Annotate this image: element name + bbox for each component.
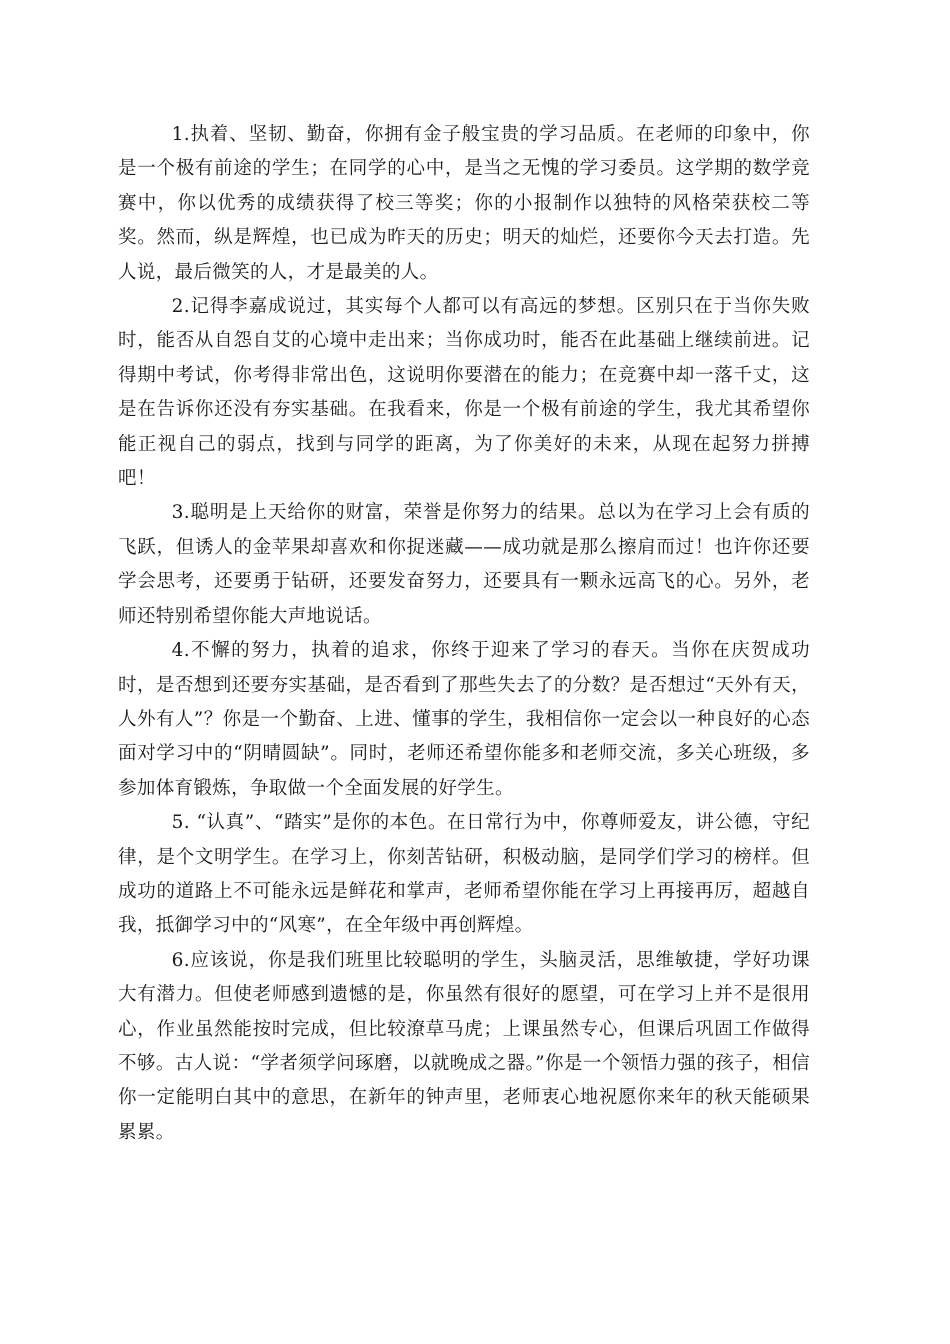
comment-paragraph-1: 1.执着、坚韧、勤奋，你拥有金子般宝贵的学习品质。在老师的印象中，你是一个极有前途的学生；在同学的心中，是当之无愧的学习委员。这学期的数学竞赛中，你以优秀的成绩获得了校三等奖；你的小报制作以独特的风格荣获校二等奖。然而，纵是辉煌，也已成为昨天的历史；明天的灿烂，还要你今天去打造。先人说，最后微笑的人，才是最美的人。 (118, 124, 810, 283)
comment-paragraph-2: 2.记得李嘉成说过，其实每个人都可以有高远的梦想。区别只在于当你失败时，能否从自怨自艾的心境中走出来；当你成功时，能否在此基础上继续前进。记得期中考试，你考得非常出色，这说明你要潜在的能力；在竞赛中却一落千丈，这是在告诉你还没有夯实基础。在我看来，你是一个极有前途的学生，我尤其希望你能正视自己的弱点，找到与同学的距离，为了你美好的未来，从现在起努力拼搏吧！ (118, 296, 810, 490)
comment-paragraph-6: 6.应该说，你是我们班里比较聪明的学生，头脑灵活，思维敏捷，学好功课大有潜力。但使老师感到遗憾的是，你虽然有很好的愿望，可在学习上并不是很用心，作业虽然能按时完成，但比较潦草马虎；上课虽然专心，但课后巩固工作做得不够。古人说：“学者须学问琢磨，以就晚成之器。”你是一个领悟力强的孩子，相信你一定能明白其中的意思，在新年的钟声里，老师衷心地祝愿你来年的秋天能硕果累累。 (118, 949, 810, 1143)
comment-paragraph-3: 3.聪明是上天给你的财富，荣誉是你努力的结果。总以为在学习上会有质的飞跃，但诱人的金苹果却喜欢和你捉迷藏——成功就是那么擦肩而过！也许你还要学会思考，还要勇于钻研，还要发奋努力，还要具有一颗永远高飞的心。另外，老师还特别希望你能大声地说话。 (118, 502, 810, 627)
comment-paragraph-4: 4.不懈的努力，执着的追求，你终于迎来了学习的春天。当你在庆贺成功时，是否想到还要夯实基础，是否看到了那些失去了的分数？是否想过“天外有天，人外有人”？你是一个勤奋、上进、懂事的学生，我相信你一定会以一种良好的心态面对学习中的“阴晴圆缺”。同时，老师还希望你能多和老师交流，多关心班级，多参加体育锻炼，争取做一个全面发展的好学生。 (118, 640, 810, 799)
comment-paragraph-5: 5. “认真”、“踏实”是你的本色。在日常行为中，你尊师爱友，讲公德，守纪律，是个文明学生。在学习上，你刻苦钻研，积极动脑，是同学们学习的榜样。但成功的道路上不可能永远是鲜花和掌声，老师希望你能在学习上再接再厉，超越自我，抵御学习中的“风寒”，在全年级中再创辉煌。 (118, 812, 810, 937)
document-page (118, 118, 810, 1150)
